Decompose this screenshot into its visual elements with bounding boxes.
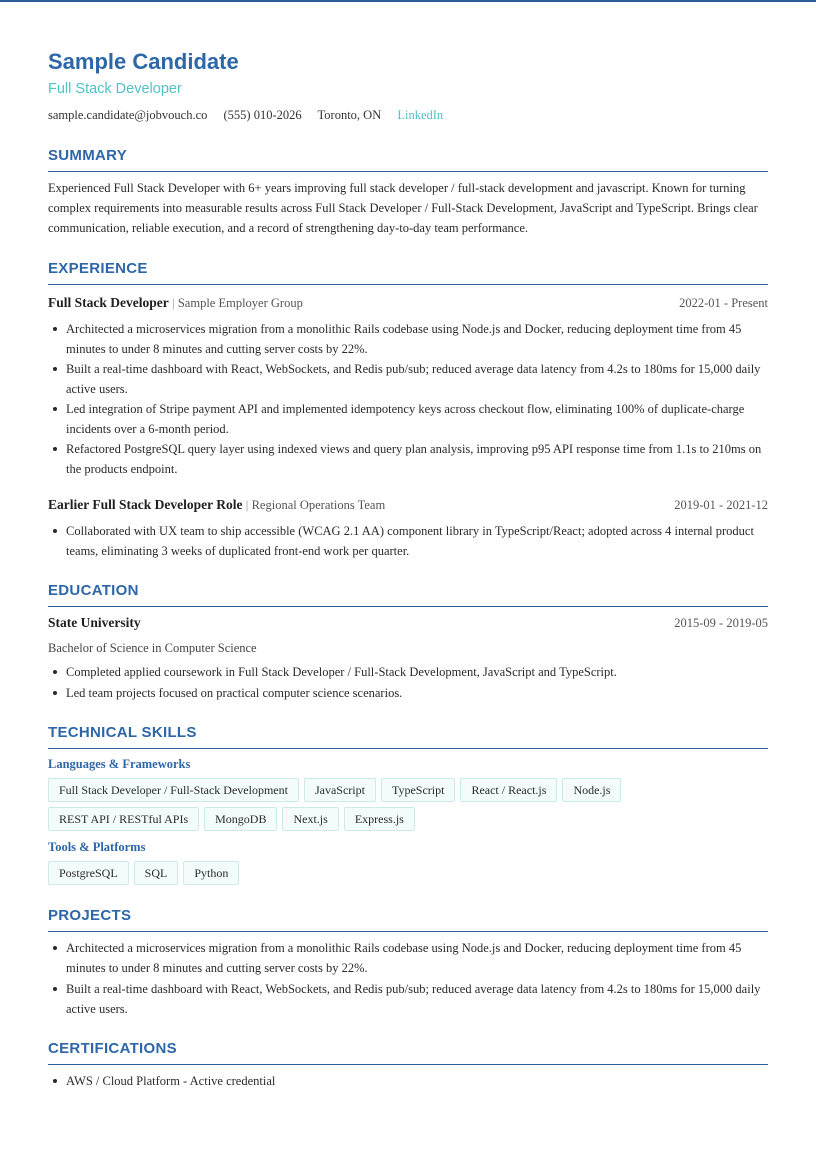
job-separator: | xyxy=(172,295,178,310)
job-separator: | xyxy=(245,497,252,512)
certifications-heading: CERTIFICATIONS xyxy=(48,1040,177,1057)
school-name: State University xyxy=(48,615,141,630)
list-item: Led integration of Stripe payment API and implemented idempotency keys across checkout flow, eliminating 100% of duplicate-charge incidents over a 6-month period. xyxy=(48,399,768,439)
skill-chip: REST API / RESTful APIs xyxy=(48,807,199,831)
certifications-divider xyxy=(48,1064,768,1065)
skill-chip: React / React.js xyxy=(460,778,557,802)
job-title: Full Stack Developer xyxy=(48,295,169,310)
linkedin-link[interactable]: LinkedIn xyxy=(397,108,444,122)
projects-divider xyxy=(48,931,768,932)
job-title: Earlier Full Stack Developer Role xyxy=(48,497,243,512)
skill-chip: PostgreSQL xyxy=(48,861,129,885)
job-dates: 2022-01 - Present xyxy=(679,296,768,310)
job-header xyxy=(48,495,768,515)
projects-heading: PROJECTS xyxy=(48,907,132,924)
degree: Bachelor of Science in Computer Science xyxy=(48,641,257,655)
skill-chip: Full Stack Developer / Full-Stack Development xyxy=(48,778,299,802)
project-bullets xyxy=(48,938,768,1019)
skill-chip: Express.js xyxy=(344,807,415,831)
skill-category-label: Languages & Frameworks xyxy=(48,757,191,771)
skill-category-label: Tools & Platforms xyxy=(48,840,146,854)
job-org: Sample Employer Group xyxy=(177,296,303,310)
skill-chip: MongoDB xyxy=(204,807,277,831)
list-item: Refactored PostgreSQL query layer using indexed views and query plan analysis, improving p95 API response time from 1.1s to 210ms on the products endpoint. xyxy=(48,439,768,479)
top-accent-bar xyxy=(0,0,816,2)
job-dates: 2019-01 - 2021-12 xyxy=(674,498,768,512)
list-item: Architected a microservices migration from a monolithic Rails codebase using Node.js and Docker, reducing deployment time from 45 minutes to under 8 minutes and cutting server costs by 22%. xyxy=(48,938,768,978)
list-item: Collaborated with UX team to ship accessible (WCAG 2.1 AA) component library in TypeScript/React; adopted across 4 internal product teams, eliminating 3 weeks of duplicated front-end work per quarter. xyxy=(48,521,768,561)
summary-text: Experienced Full Stack Developer with 6+ years improving full stack developer / full-stack development and javascript. Known for turning complex requirements into measurable results across Full Stack Developer / Full-Stack Development, JavaScript and TypeScript. Brings clear communication, reliable execution, and a record of strengthening day-to-day team performance. xyxy=(48,181,758,235)
skill-chip: Next.js xyxy=(282,807,338,831)
list-item: AWS / Cloud Platform - Active credential xyxy=(48,1071,768,1091)
job-bullets xyxy=(48,521,768,561)
list-item: Architected a microservices migration from a monolithic Rails codebase using Node.js and Docker, reducing deployment time from 45 minutes to under 8 minutes and cutting server costs by 22%. xyxy=(48,319,768,359)
skill-chip: Python xyxy=(183,861,239,885)
education-bullets xyxy=(48,662,768,703)
skill-chip: Node.js xyxy=(562,778,621,802)
contact-location: Toronto, ON xyxy=(317,108,382,122)
certification-bullets xyxy=(48,1071,768,1091)
skill-chip: JavaScript xyxy=(304,778,376,802)
contact-email[interactable]: sample.candidate@jobvouch.co xyxy=(48,108,208,122)
list-item: Built a real-time dashboard with React, WebSockets, and Redis pub/sub; reduced average data latency from 4.2s to 180ms for 15,000 daily active users. xyxy=(48,359,768,399)
candidate-role: Full Stack Developer xyxy=(48,81,182,97)
summary-heading: SUMMARY xyxy=(48,147,128,164)
education-divider xyxy=(48,606,768,607)
contact-phone: (555) 010-2026 xyxy=(223,108,302,122)
contact-line xyxy=(48,106,456,124)
list-item: Built a real-time dashboard with React, WebSockets, and Redis pub/sub; reduced average data latency from 4.2s to 180ms for 15,000 daily active users. xyxy=(48,979,768,1019)
summary-divider xyxy=(48,171,768,172)
skill-chip-group xyxy=(48,861,768,885)
skills-divider xyxy=(48,748,768,749)
list-item: Completed applied coursework in Full Stack Developer / Full-Stack Development, JavaScript and TypeScript. xyxy=(48,662,768,682)
experience-divider xyxy=(48,284,768,285)
skill-chip: TypeScript xyxy=(381,778,455,802)
job-bullets xyxy=(48,319,768,479)
education-dates: 2015-09 - 2019-05 xyxy=(674,616,768,630)
skill-chip-group xyxy=(48,778,768,831)
job-org: Regional Operations Team xyxy=(251,498,386,512)
skill-chip: SQL xyxy=(134,861,179,885)
skills-heading: TECHNICAL SKILLS xyxy=(48,724,197,741)
candidate-name: Sample Candidate xyxy=(48,49,239,74)
job-header xyxy=(48,293,768,313)
experience-heading: EXPERIENCE xyxy=(48,260,148,277)
education-header xyxy=(48,613,768,633)
education-heading: EDUCATION xyxy=(48,582,139,599)
list-item: Led team projects focused on practical computer science scenarios. xyxy=(48,683,768,703)
